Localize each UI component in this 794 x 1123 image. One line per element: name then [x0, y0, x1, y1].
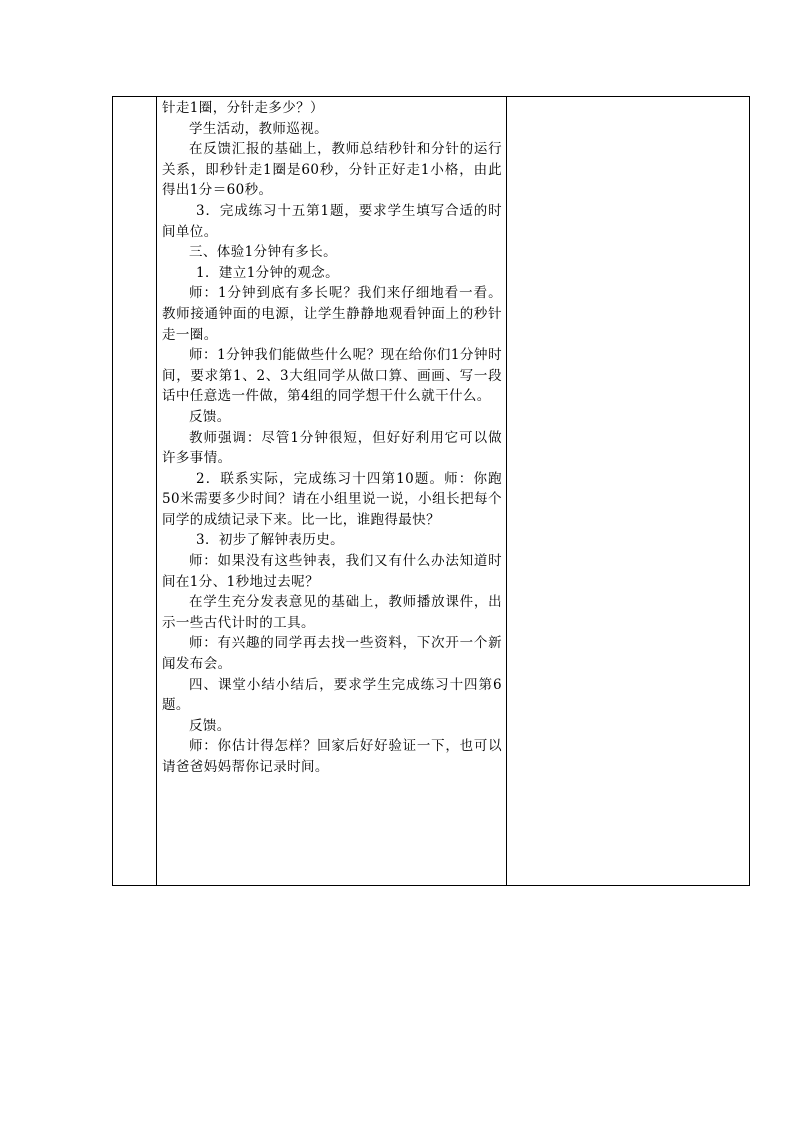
paragraph: 学生活动，教师巡视。	[189, 120, 328, 137]
paragraph: 3．完成练习十五第1题，要求学生填写合适的时间单位。	[162, 202, 502, 240]
paragraph: 师：1分钟我们能做些什么呢？现在给你们1分钟时间，要求第1、2、3大组同学从做口算、画画、写一段话中任意选一件做，第4组的同学想干什么就干什么。	[162, 347, 502, 405]
paragraph: 在反馈汇报的基础上，教师总结秒针和分针的运行关系，即秒针走1圈是60秒，分针正好走1小格，由此得出1分＝60秒。	[162, 141, 502, 199]
teaching-process-cell	[157, 97, 506, 778]
paragraph: 在学生充分发表意见的基础上，教师播放课件，出示一些古代计时的工具。	[162, 594, 502, 631]
paragraph: 反馈。	[189, 408, 231, 425]
paragraph: 2．联系实际，完成练习十四第10题。师：你跑50米需要多少时间？请在小组里说一说，小组长把每个同学的成绩记录下来。比一比，谁跑得最快？	[162, 470, 502, 528]
paragraph: 四、课堂小结小结后，要求学生完成练习十四第6题。	[162, 676, 502, 714]
paragraph: 针走1圈，分针走多少？）	[162, 100, 324, 116]
right-column-divider	[506, 97, 507, 885]
paragraph: 三、体验1分钟有多长。	[189, 244, 337, 261]
paragraph: 师：你估计得怎样？回家后好好验证一下，也可以请爸爸妈妈帮你记录时间。	[162, 738, 502, 775]
paragraph: 师：有兴趣的同学再去找一些资料，下次开一个新闻发布会。	[162, 635, 502, 673]
paragraph: 师：如果没有这些钟表，我们又有什么办法知道时间在1分、1秒地过去呢？	[162, 553, 502, 590]
paragraph: 反馈。	[189, 717, 231, 734]
paragraph: 师：1分钟到底有多长呢？我们来仔细地看一看。教师接通钟面的电源，让学生静静地观看钟面上的秒针走一圈。	[162, 285, 502, 343]
paragraph: 3．初步了解钟表历史。	[196, 532, 344, 549]
paragraph: 1．建立1分钟的观念。	[196, 264, 340, 281]
paragraph: 教师强调：尽管1分钟很短，但好好利用它可以做许多事情。	[162, 429, 502, 467]
lesson-plan-table	[112, 96, 750, 886]
